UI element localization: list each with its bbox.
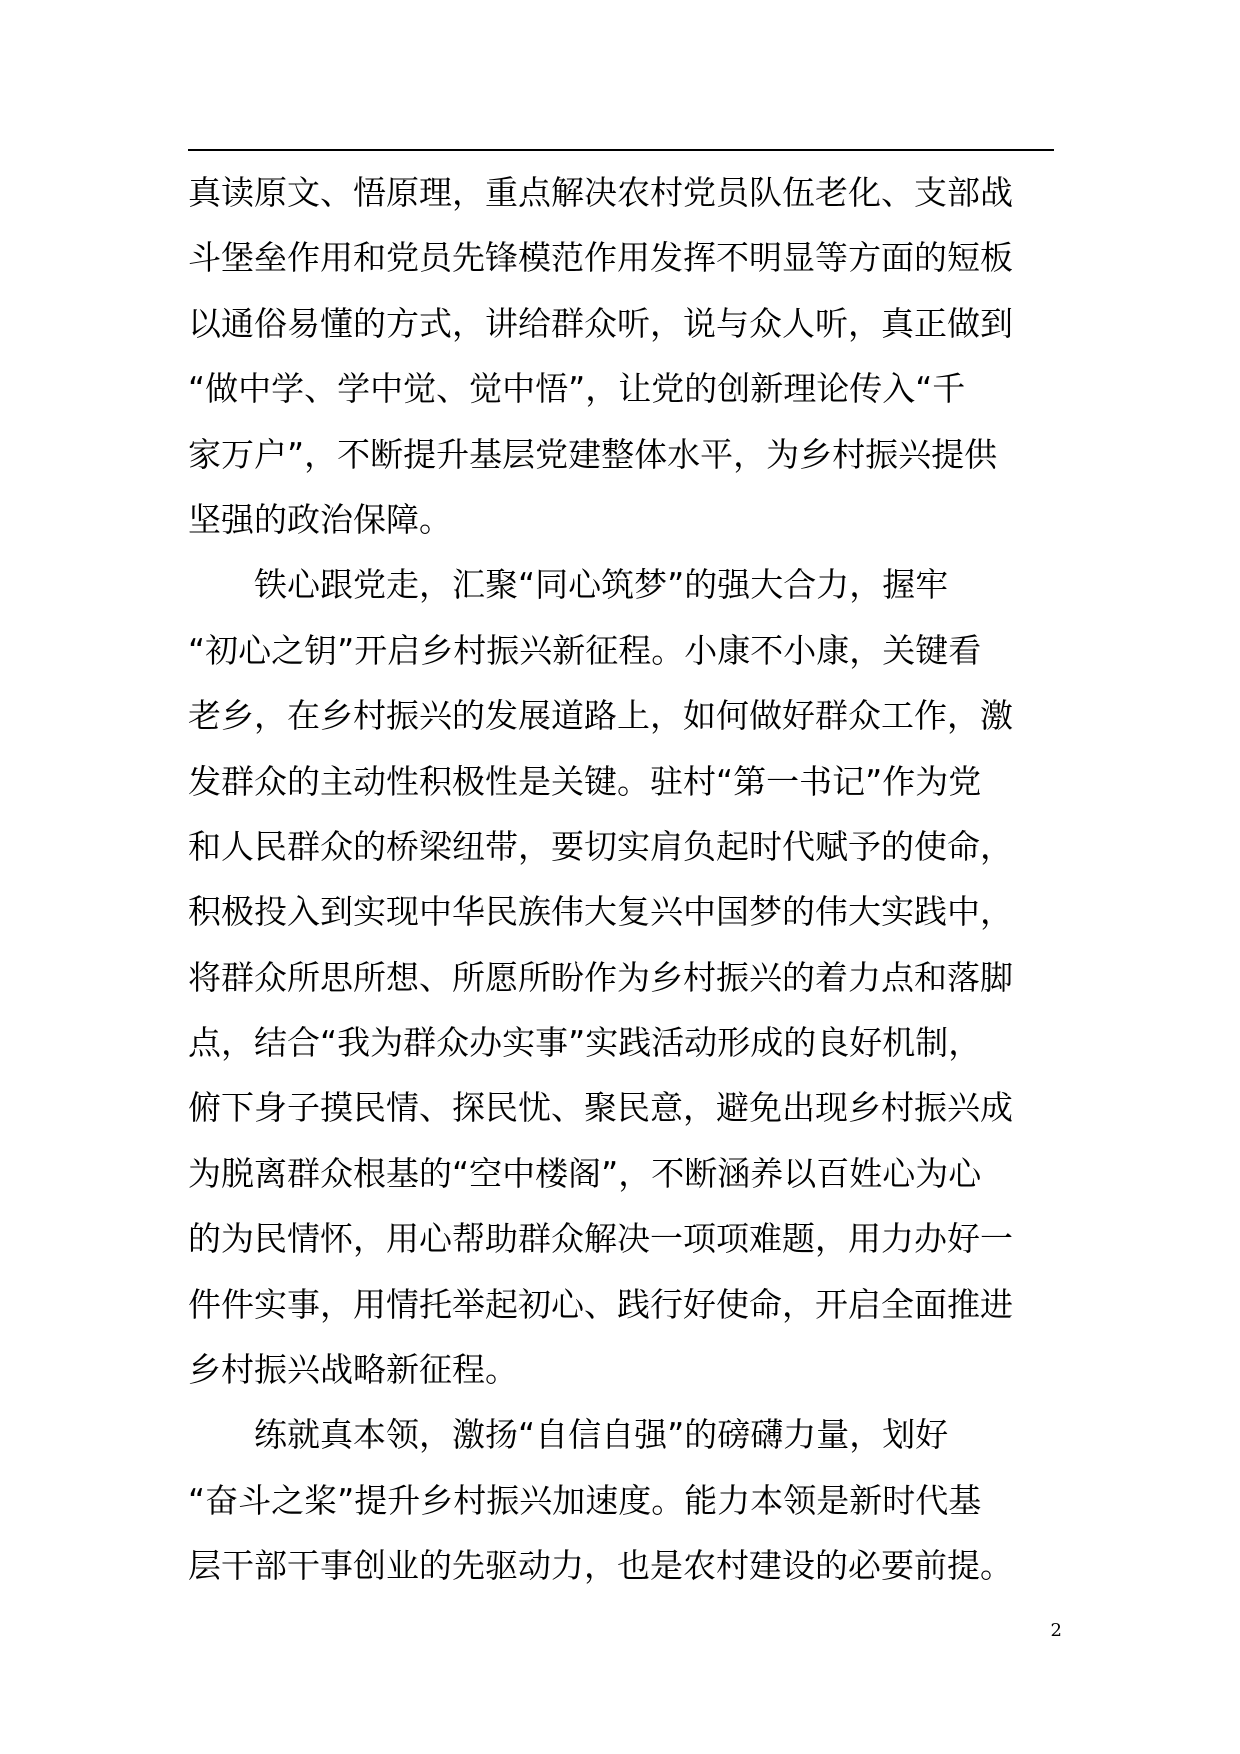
text-line: 铁心跟党走，汇聚“同心筑梦”的强大合力，握牢 bbox=[254, 565, 949, 605]
text-line: 发群众的主动性积极性是关键。驻村“第一书记”作为党 bbox=[188, 761, 982, 801]
text-line: 练就真本领，激扬“自信自强”的磅礴力量，划好 bbox=[254, 1415, 949, 1455]
body-text bbox=[188, 160, 1054, 1599]
header-rule bbox=[188, 149, 1054, 151]
text-line: 家万户”，不断提升基层党建整体水平，为乡村振兴提供 bbox=[188, 434, 998, 474]
text-line: 以通俗易懂的方式，讲给群众听，说与众人听，真正做到 bbox=[188, 303, 1013, 343]
text-line: 老乡，在乡村振兴的发展道路上，如何做好群众工作，激 bbox=[188, 696, 1013, 736]
text-line: 为脱离群众根基的“空中楼阁”，不断涵养以百姓心为心 bbox=[188, 1153, 982, 1193]
text-line: 乡村振兴战略新征程。 bbox=[188, 1350, 518, 1390]
text-line: “做中学、学中觉、觉中悟”，让党的创新理论传入“千 bbox=[188, 369, 966, 409]
text-line: “奋斗之桨”提升乡村振兴加速度。能力本领是新时代基 bbox=[188, 1480, 982, 1520]
text-line: 斗堡垒作用和党员先锋模范作用发挥不明显等方面的短板 bbox=[188, 238, 1013, 278]
text-line: 的为民情怀，用心帮助群众解决一项项难题，用力办好一 bbox=[188, 1219, 1013, 1259]
text-line: 真读原文、悟原理，重点解决农村党员队伍老化、支部战 bbox=[188, 173, 1013, 212]
text-line: 层干部干事创业的先驱动力，也是农村建设的必要前提。 bbox=[188, 1546, 1013, 1586]
text-line: 俯下身子摸民情、探民忧、聚民意，避免出现乡村振兴成 bbox=[188, 1088, 1013, 1128]
text-line: 将群众所思所想、所愿所盼作为乡村振兴的着力点和落脚 bbox=[188, 957, 1013, 997]
text-line: 点，结合“我为群众办实事”实践活动形成的良好机制， bbox=[188, 1023, 982, 1063]
text-line: 和人民群众的桥梁纽带，要切实肩负起时代赋予的使命， bbox=[188, 826, 1013, 866]
text-line: 坚强的政治保障。 bbox=[188, 499, 452, 539]
text-line: 积极投入到实现中华民族伟大复兴中国梦的伟大实践中， bbox=[188, 892, 1013, 932]
text-line: 件件实事，用情托举起初心、践行好使命，开启全面推进 bbox=[188, 1284, 1013, 1324]
text-line: “初心之钥”开启乡村振兴新征程。小康不小康，关键看 bbox=[188, 630, 982, 670]
page-number: 2 bbox=[1050, 1620, 1062, 1641]
